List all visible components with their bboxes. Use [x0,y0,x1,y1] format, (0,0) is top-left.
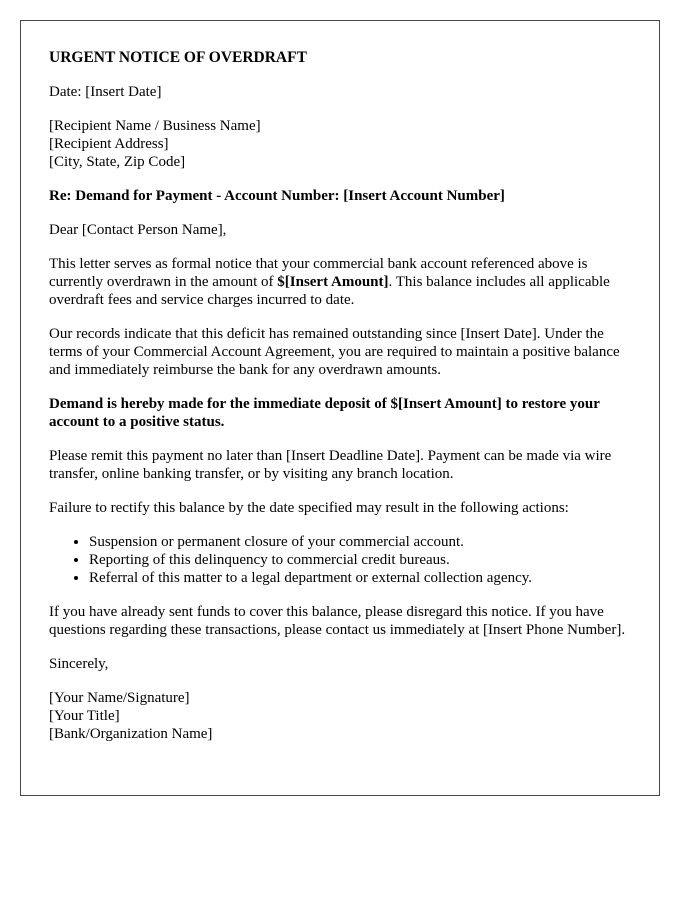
paragraph-consequences-intro: Failure to rectify this balance by the date specified may result in the following actions: [49,500,569,516]
recipient-city: [City, State, Zip Code] [49,154,186,170]
signer-organization: [Bank/Organization Name] [49,726,213,742]
consequences-list [49,533,631,587]
paragraph-contact: If you have already sent funds to cover this balance, please disregard this notice. If you have questions regarding these transactions, please contact us immediately at [Insert Phone Number]. [49,604,626,638]
paragraph-overdraft-notice-end: . This balance includes all applicable overdraft fees and service charges incurred to date. [49,274,610,308]
paragraph-payment-instructions: Please remit this payment no later than [Insert Deadline Date]. Payment can be made via wire transfer, online banking transfer, or by visiting any branch location. [49,448,612,482]
signer-title: [Your Title] [49,708,120,724]
demand-statement: Demand is hereby made for the immediate deposit of $[Insert Amount] to restore your account to a positive status. [49,396,600,430]
letter-title: URGENT NOTICE OF OVERDRAFT [49,49,307,66]
paragraph-records: Our records indicate that this deficit has remained outstanding since [Insert Date]. Under the terms of your Commercial Account Agreement, you are required to maintain a positive balance and immediately reimburse the bank for any overdrawn amounts. [49,326,620,378]
recipient-block [49,117,631,171]
list-item: • Suspension or permanent closure of your commercial account. [89,533,631,551]
overdraft-amount: $[Insert Amount] [277,274,389,290]
subject-line: Re: Demand for Payment - Account Number: [Insert Account Number] [49,188,505,204]
recipient-name: [Recipient Name / Business Name] [49,118,261,134]
letter-document [20,20,660,796]
list-item: • Reporting of this delinquency to commercial credit bureaus. [89,551,631,569]
paragraph-overdraft-notice [49,255,631,309]
closing: Sincerely, [49,656,109,672]
list-item: • Referral of this matter to a legal department or external collection agency. [89,569,631,587]
signer-name: [Your Name/Signature] [49,690,190,706]
salutation: Dear [Contact Person Name], [49,222,227,238]
letter-date: Date: [Insert Date] [49,84,162,100]
signature-block [49,689,631,743]
recipient-address: [Recipient Address] [49,136,169,152]
paragraph-overdraft-notice-start: This letter serves as formal notice that your commercial bank account referenced above is currently overdrawn in the amount of [49,256,588,290]
